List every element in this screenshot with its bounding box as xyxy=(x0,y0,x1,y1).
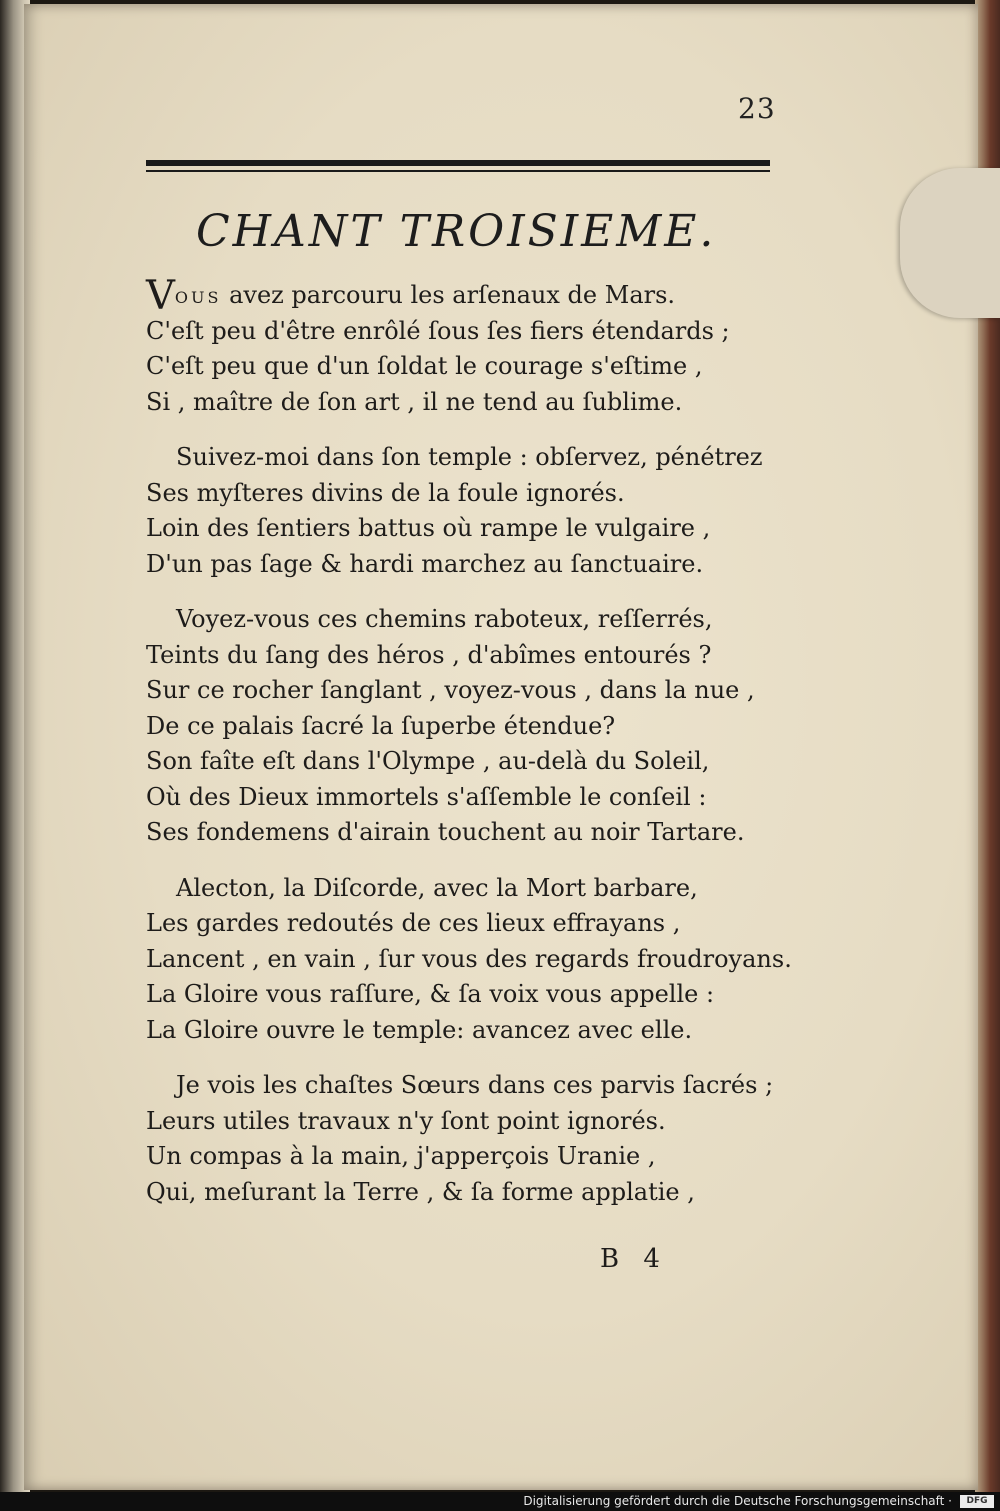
verse-line: Alecton, la Diſcorde, avec la Mort barbare, xyxy=(176,873,698,902)
verse-line: La Gloire ouvre le temple: avancez avec elle. xyxy=(146,1015,693,1044)
verse-line: C'eſt peu que d'un ſoldat le courage s'eſtime , xyxy=(146,352,703,380)
verse-line: Qui, meſurant la Terre , & ſa forme applatie , xyxy=(146,1177,695,1206)
footer-bar xyxy=(0,1492,1000,1511)
page-number: 23 xyxy=(738,92,776,125)
chapter-heading: CHANT TROISIEME. xyxy=(196,206,717,257)
verse-line: Un compas à la main, j'apperçois Uranie , xyxy=(146,1142,656,1170)
header-rule-thin xyxy=(146,170,770,172)
stanza-5 xyxy=(146,1068,786,1210)
verse-line: Ses myſteres divins de la foule ignorés. xyxy=(146,478,625,507)
stanza-4 xyxy=(146,871,792,1049)
verse-line: Les gardes redoutés de ces lieux effrayans , xyxy=(146,909,681,937)
verse-line: D'un pas ſage & hardi marchez au ſanctuaire. xyxy=(146,549,704,578)
small-caps: OUS xyxy=(174,288,222,307)
verse-line-first xyxy=(146,273,786,319)
drop-cap: V xyxy=(146,273,175,319)
verse-line: C'eſt peu d'être enrôlé ſous ſes fiers étendards ; xyxy=(146,316,730,345)
verse-line: Je vois les chaſtes Sœurs dans ces parvis ſacrés ; xyxy=(176,1071,774,1099)
line-rest: avez parcouru les arſenaux de Mars. xyxy=(221,281,676,309)
verse-line: Loin des ſentiers battus où rampe le vulgaire , xyxy=(146,514,711,542)
dfg-logo: DFG xyxy=(960,1495,994,1508)
verse-line: Teints du ſang des héros , d'abîmes entourés ? xyxy=(146,640,712,669)
stanza-1 xyxy=(146,273,786,420)
verse-line: Si , maître de ſon art , il ne tend au ſublime. xyxy=(146,387,683,416)
verse-line: De ce palais ſacré la ſuperbe étendue? xyxy=(146,711,616,740)
stanza-3 xyxy=(146,602,786,851)
verse-line: Où des Dieux immortels s'aſſemble le conſeil : xyxy=(146,782,707,811)
verse-line: Sur ce rocher ſanglant , voyez-vous , dans la nue , xyxy=(146,676,755,704)
poem-text xyxy=(146,273,792,1210)
verse-line: Son faîte eſt dans l'Olympe , au-delà du Soleil, xyxy=(146,747,710,775)
verse-line: Voyez-vous ces chemins raboteux, reſſerrés, xyxy=(176,605,713,633)
verse-line: La Gloire vous raſſure, & ſa voix vous appelle : xyxy=(146,980,715,1008)
verse-line: Suivez-moi dans ſon temple : obſervez, pénétrez xyxy=(176,443,763,471)
signature-mark: B 4 xyxy=(600,1244,668,1274)
footer-credit: Digitalisierung gefördert durch die Deutsche Forschungsgemeinschaft · xyxy=(523,1494,952,1508)
verse-line: Ses fondemens d'airain touchent au noir Tartare. xyxy=(146,818,745,846)
verse-line: Lancent , en vain , ſur vous des regards froudroyans. xyxy=(146,944,792,973)
page-holder-tab xyxy=(900,168,1000,318)
verse-line: Leurs utiles travaux n'y ſont point ignorés. xyxy=(146,1106,666,1135)
stanza-2 xyxy=(146,440,786,582)
header-rule-thick xyxy=(146,160,770,166)
